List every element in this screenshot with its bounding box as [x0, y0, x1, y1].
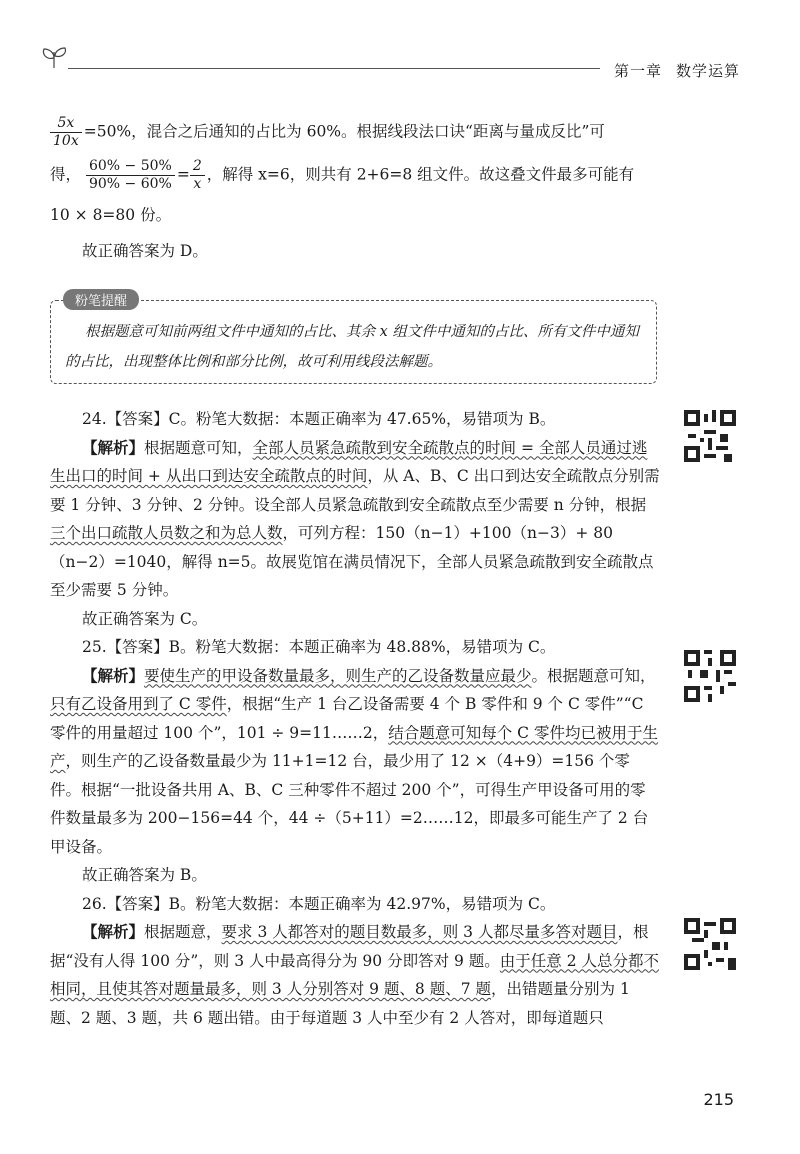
fraction-5x-10x: $\frac{5x}{10x}$: [50, 115, 82, 150]
solution-line-2: 得， $\frac{60\% - 50\%}{90\% - 60\%}$ = $\frac{2}{x}$ ，解得 x=6，则共有 2+6=8 组文件。故这叠文件最多可能有: [50, 158, 635, 192]
q26-analysis: 【解析】根据题意，要求 3 人都答对的题目数最多，则 3 人都尽量多答对题目，根据“没有人得 100 分”，则 3 人中最高得分为 90 分即答对 9 题。由于任意 2 人总分都不相同，且使其答对题量最多，则 3 人分别答对 9 题、8 题、7 题，出错题量分别为 1 题、2 题、3 题，共 6 题出错。由于每道题 3 人中至少有 2 人答对，即每道题只: [50, 922, 660, 1027]
q24-answer: 故正确答案为 C。: [82, 609, 208, 628]
answer-prev: 故正确答案为 D。: [82, 242, 208, 260]
fraction-2-x: $\frac{2}{x}$: [190, 158, 205, 193]
page-header: [40, 40, 740, 80]
previous-solution: [50, 115, 660, 265]
fraction-percent: $\frac{60\% - 50\%}{90\% - 60\%}$: [86, 158, 175, 193]
solution-line-3: 10 × 8=80 份。: [50, 206, 172, 224]
solutions-section: [50, 405, 660, 1032]
q25-analysis: 【解析】要使生产的甲设备数量最多，则生产的乙设备数量应最少。根据题意可知，只有乙设备用到了 C 零件，根据“生产 1 台乙设备需要 4 个 B 零件和 9 个 C 零件”“C 零件的用量超过 100 个”，101 ÷ 9=11……2，结合题意可知每个 C 零件均已被用于生产，则生产的乙设备数量最少为 11+1=12 台，最少用了 12 ×（4+9）=156 个零件。根据“一批设备共用 A、B、C 三种零件不超过 200 个”，可得生产甲设备可用的零件数量最多为 200−156=44 个，44 ÷（5+11）=2……12，即最多可能生产了 2 台甲设备。: [50, 665, 658, 856]
q24-head: 24.【答案】C。粉笔大数据：本题正确率为 47.65%，易错项为 B。: [82, 410, 556, 428]
leaf-icon: [40, 46, 70, 72]
q24-analysis: 【解析】根据题意可知，全部人员紧急疏散到安全疏散点的时间 = 全部人员通过逃生出口的时间 + 从出口到达安全疏散点的时间，从 A、B、C 出口到达安全疏散点分别需要 1 分钟、3 分钟、2 分钟。设全部人员紧急疏散到安全疏散点至少需要 n 分钟，根据三个出口疏散人员数之和为总人数，可列方程：150（n−1）+100（n−3）+ 80（n−2）=1040，解得 n=5。故展览馆在满员情况下，全部人员紧急疏散到安全疏散点至少需要 5 分钟。: [50, 437, 660, 599]
tip-title: 粉笔提醒: [63, 289, 139, 310]
qr-code-q26[interactable]: [684, 918, 736, 970]
q25-answer: 故正确答案为 B。: [82, 866, 207, 884]
q25-head: 25.【答案】B。粉笔大数据：本题正确率为 48.88%，易错项为 C。: [82, 638, 556, 656]
header-rule: [68, 68, 600, 69]
q26-head: 26.【答案】B。粉笔大数据：本题正确率为 42.97%，易错项为 C。: [82, 894, 556, 913]
qr-code-q25[interactable]: [684, 650, 736, 702]
chapter-title: 数学运算: [675, 62, 740, 80]
chapter-number: 第一章: [613, 62, 662, 80]
qr-code-q24[interactable]: [684, 410, 736, 462]
solution-line-1: $\frac{5x}{10x}$ =50%，混合之后通知的占比为 60%。根据线段法口诀“距离与量成反比”可: [50, 115, 660, 150]
tip-box: [50, 294, 657, 384]
tip-text: 根据题意可知前两组文件中通知的占比、其余 x 组文件中通知的占比、所有文件中通知的占比，出现整体比例和部分比例，故可利用线段法解题。: [65, 324, 639, 370]
page-number: 215: [703, 1090, 734, 1109]
chapter-label: [600, 60, 740, 81]
